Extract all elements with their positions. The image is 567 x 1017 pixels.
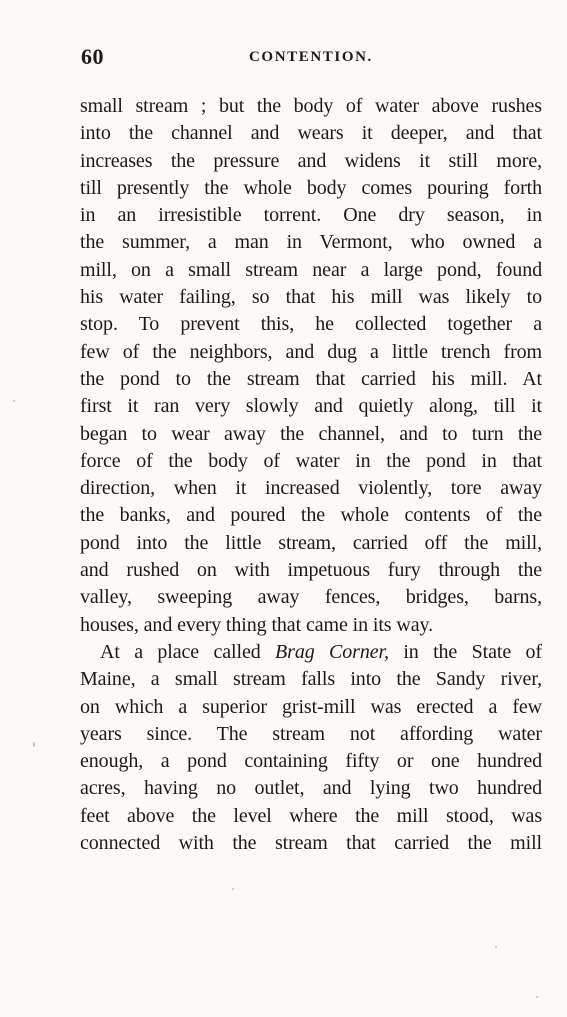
paper-speck [232, 888, 234, 890]
text-line: acres, having no outlet, and lying two hundred [80, 777, 542, 800]
text-line: few of the neighbors, and dug a little trench from [80, 340, 542, 363]
text-line: his water failing, so that his mill was likely to [80, 286, 542, 309]
text-line: direction, when it increased violently, tore away [80, 477, 542, 500]
text-line: feet above the level where the mill stood, was [80, 804, 542, 827]
text-line: on which a superior grist-mill was erected a few [80, 695, 542, 718]
text-line [80, 639, 542, 666]
paper-speck [536, 996, 538, 998]
text-line: force of the body of water in the pond in that [80, 449, 542, 472]
body-text [80, 93, 542, 857]
place-name: Brag Corner, [275, 640, 389, 663]
text-line: increases the pressure and widens it still more, [80, 149, 542, 172]
text-line: years since. The stream not affording water [80, 722, 542, 745]
running-head: CONTENTION. [249, 49, 373, 65]
text-segment: in the State of [403, 640, 542, 663]
text-line: mill, on a small stream near a large pond, found [80, 258, 542, 281]
text-line: first it ran very slowly and quietly along, till it [80, 395, 542, 418]
text-line: in an irresistible torrent. One dry season, in [80, 204, 542, 227]
paper-speck [495, 946, 497, 948]
paragraph-2 [80, 639, 542, 857]
page-number: 60 [81, 44, 104, 69]
paper-speck [33, 742, 35, 747]
text-line: began to wear away the channel, and to turn the [80, 422, 542, 445]
text-line: into the channel and wears it deeper, and that [80, 122, 542, 145]
paper-speck [13, 400, 15, 402]
text-line: valley, sweeping away fences, bridges, barns, [80, 586, 542, 609]
text-line: connected with the stream that carried the mill [80, 832, 542, 855]
text-line: Maine, a small stream falls into the Sandy river, [80, 668, 542, 691]
page-header [81, 44, 542, 74]
paragraph-1 [80, 93, 542, 639]
text-line: enough, a pond containing fifty or one hundred [80, 750, 542, 773]
text-line: the pond to the stream that carried his mill. At [80, 367, 542, 390]
text-line: houses, and every thing that came in its way. [80, 613, 434, 636]
text-line: pond into the little stream, carried off the mill, [80, 531, 542, 554]
text-line: the banks, and poured the whole contents of the [80, 504, 542, 527]
text-line: till presently the whole body comes pouring forth [80, 176, 542, 199]
text-line: small stream ; but the body of water above rushes [80, 95, 542, 117]
text-line: and rushed on with impetuous fury through the [80, 559, 542, 582]
text-line: stop. To prevent this, he collected together a [80, 313, 542, 336]
text-line: the summer, a man in Vermont, who owned a [80, 231, 542, 254]
text-segment: At a place called [100, 640, 261, 663]
